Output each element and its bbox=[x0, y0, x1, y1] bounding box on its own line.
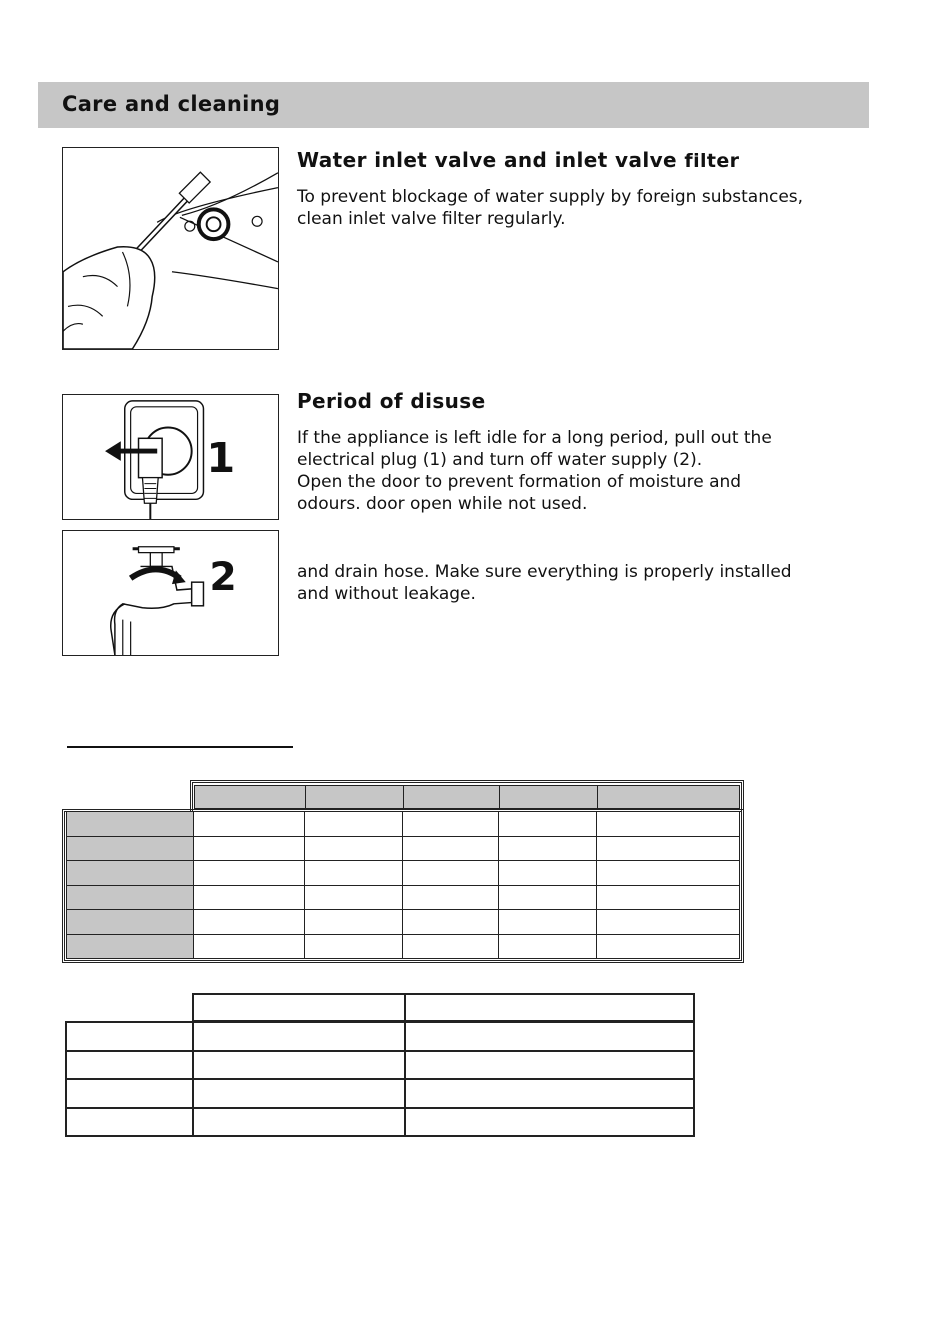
table-row-header bbox=[67, 836, 194, 861]
figure-label-1: 1 bbox=[206, 433, 236, 482]
text-line: odours. door open while not used. bbox=[297, 494, 588, 514]
table-row bbox=[67, 861, 740, 886]
text-line: If the appliance is left idle for a long period, pull out the bbox=[297, 428, 772, 448]
inlet-valve-section-title bbox=[297, 148, 739, 172]
unplug-illustration bbox=[62, 394, 279, 520]
text-line: and drain hose. Make sure everything is properly installed bbox=[297, 562, 792, 582]
table-row-header bbox=[66, 1051, 193, 1080]
table-1 bbox=[62, 780, 744, 963]
table-cell bbox=[403, 861, 499, 886]
inlet-valve-text bbox=[297, 186, 803, 230]
table-cell bbox=[193, 1108, 405, 1137]
table-cell bbox=[597, 812, 740, 837]
text-line: Open the door to prevent formation of moisture and bbox=[297, 472, 742, 492]
table-row bbox=[66, 1108, 694, 1137]
table-cell bbox=[194, 836, 305, 861]
table-cell bbox=[403, 885, 499, 910]
table-cell bbox=[305, 934, 403, 959]
table-row-header bbox=[67, 934, 194, 959]
text-line: electrical plug (1) and turn off water supply (2). bbox=[297, 450, 703, 470]
table-cell bbox=[193, 1079, 405, 1108]
table-cell bbox=[403, 910, 499, 935]
table-row-header bbox=[66, 1022, 193, 1051]
table-header-cell bbox=[598, 786, 740, 809]
water-tap-illustration bbox=[62, 530, 279, 656]
table-row bbox=[66, 1079, 694, 1108]
table-header-cell bbox=[404, 786, 500, 809]
text-line: and without leakage. bbox=[297, 584, 476, 604]
text-line: To prevent blockage of water supply by foreign substances, bbox=[297, 187, 804, 207]
table-row-header bbox=[67, 812, 194, 837]
table-cell bbox=[305, 812, 403, 837]
table-cell bbox=[194, 885, 305, 910]
table-1-body bbox=[66, 811, 740, 959]
table-row-header bbox=[67, 861, 194, 886]
table-cell bbox=[194, 934, 305, 959]
inlet-valve-title-tail: filter bbox=[684, 150, 740, 172]
table-cell bbox=[405, 1051, 694, 1080]
table-cell bbox=[499, 836, 597, 861]
table-cell bbox=[597, 885, 740, 910]
period-of-disuse-text bbox=[297, 427, 772, 515]
table-1-header bbox=[194, 785, 740, 809]
table-header-cell bbox=[405, 994, 694, 1021]
toothbrush-filter-drawing bbox=[63, 148, 278, 349]
table-cell bbox=[405, 1108, 694, 1137]
table-cell bbox=[403, 934, 499, 959]
table-row-header bbox=[66, 1079, 193, 1108]
reconnect-text bbox=[297, 561, 792, 605]
table-row-header bbox=[67, 885, 194, 910]
table-cell bbox=[403, 836, 499, 861]
inlet-valve-title-main: Water inlet valve and inlet valve bbox=[297, 148, 678, 172]
table-cell bbox=[499, 885, 597, 910]
table-cell bbox=[193, 1051, 405, 1080]
table-cell bbox=[597, 836, 740, 861]
table-cell bbox=[194, 861, 305, 886]
heading-underline bbox=[67, 746, 293, 748]
table-row-header bbox=[67, 910, 194, 935]
figure-label-2: 2 bbox=[209, 554, 237, 601]
table-cell bbox=[597, 861, 740, 886]
table-row bbox=[67, 885, 740, 910]
table-cell bbox=[499, 861, 597, 886]
section-header-bar bbox=[38, 82, 869, 128]
table-2-body bbox=[65, 1021, 695, 1137]
table-cell bbox=[499, 910, 597, 935]
table-row bbox=[66, 1022, 694, 1051]
table-header-cell bbox=[193, 994, 405, 1021]
table-row bbox=[67, 836, 740, 861]
table-cell bbox=[305, 836, 403, 861]
plug-socket-drawing bbox=[63, 395, 278, 519]
table-header-cell bbox=[500, 786, 598, 809]
table-cell bbox=[403, 812, 499, 837]
table-cell bbox=[597, 910, 740, 935]
table-cell bbox=[194, 812, 305, 837]
table-cell bbox=[305, 910, 403, 935]
period-of-disuse-title: Period of disuse bbox=[297, 389, 486, 413]
table-cell bbox=[405, 1022, 694, 1051]
table-cell bbox=[305, 861, 403, 886]
inlet-filter-cleaning-illustration bbox=[62, 147, 279, 350]
table-row bbox=[67, 910, 740, 935]
table-cell bbox=[405, 1079, 694, 1108]
table-header-cell bbox=[195, 786, 306, 809]
table-row bbox=[67, 812, 740, 837]
table-cell bbox=[305, 885, 403, 910]
table-cell bbox=[597, 934, 740, 959]
table-row bbox=[66, 1051, 694, 1080]
table-cell bbox=[193, 1022, 405, 1051]
page-title: Care and cleaning bbox=[62, 92, 281, 116]
tap-drawing bbox=[63, 531, 278, 655]
table-cell bbox=[499, 934, 597, 959]
text-line: clean inlet valve filter regularly. bbox=[297, 209, 566, 229]
table-cell bbox=[499, 812, 597, 837]
table-header-cell bbox=[306, 786, 404, 809]
table-row-header bbox=[66, 1108, 193, 1137]
table-row bbox=[67, 934, 740, 959]
table-2-header bbox=[192, 993, 695, 1022]
table-cell bbox=[194, 910, 305, 935]
